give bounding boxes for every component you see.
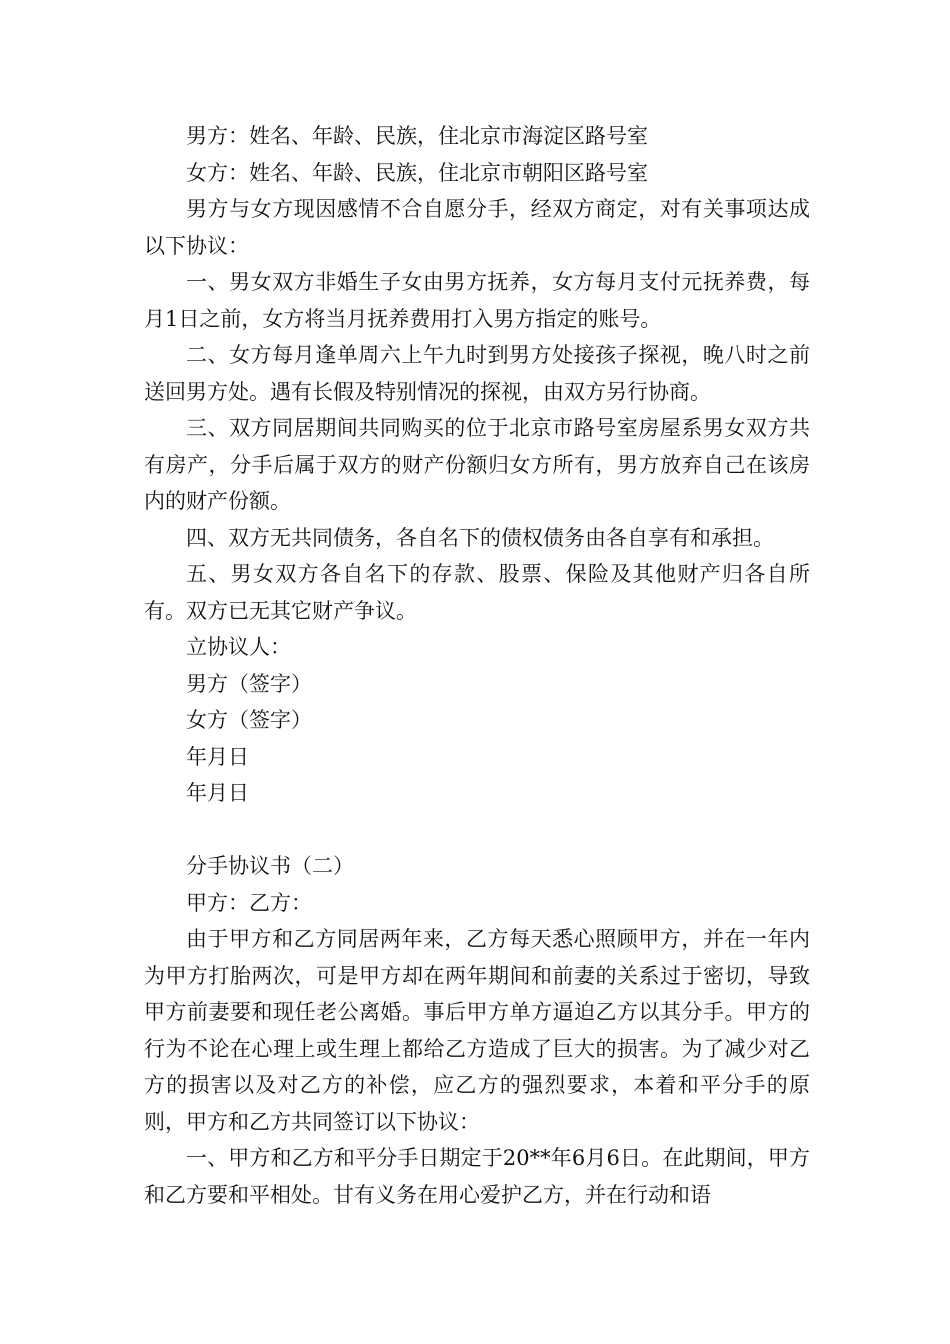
section2-parties: 甲方：乙方： bbox=[186, 890, 312, 915]
paragraph-clause-3: 三、双方同居期间共同购买的位于北京市路号室房屋系男女双方共有房产，分手后属于双方的财产份额归女方所有，男方放弃自己在该房内的财产份额。 bbox=[144, 416, 810, 513]
paragraph-clause-5: 五、男女双方各自名下的存款、股票、保险及其他财产归各自所有。双方已无其它财产争议。 bbox=[144, 562, 810, 623]
section-spacer bbox=[144, 812, 810, 849]
paragraph-clause-2: 二、女方每月逢单周六上午九时到男方处接孩子探视，晚八时之前送回男方处。遇有长假及特别情况的探视，由双方另行协商。 bbox=[144, 343, 810, 404]
paragraph-male-party: 男方：姓名、年龄、民族，住北京市海淀区路号室 bbox=[186, 124, 648, 148]
signatories-label: 立协议人： bbox=[186, 635, 291, 659]
section2-preamble: 由于甲方和乙方同居两年来，乙方每天悉心照顾甲方，并在一年内为甲方打胎两次，可是甲方却在两年期间和前妻的关系过于密切，导致甲方前妻要和现任老公离婚。事后甲方单方逼迫乙方以其分手。甲方的行为不论在心理上或生理上都给乙方造成了巨大的损害。为了减少对乙方的损害以及对乙方的补偿，应乙方的强烈要求，本着和平分手的原则，甲方和乙方共同签订以下协议： bbox=[144, 927, 810, 1134]
document-body bbox=[144, 118, 810, 1213]
male-signature-line: 男方（签字） bbox=[186, 671, 312, 696]
paragraph-clause-1: 一、男女双方非婚生子女由男方抚养，女方每月支付元抚养费，每月1日之前，女方将当月抚养费用打入男方指定的账号。 bbox=[144, 270, 810, 331]
paragraph-clause-4: 四、双方无共同债务，各自名下的债权债务由各自享有和承担。 bbox=[186, 525, 774, 550]
section2-title: 分手协议书（二） bbox=[186, 854, 354, 878]
paragraph-preamble: 男方与女方现因感情不合自愿分手，经双方商定，对有关事项达成以下协议： bbox=[144, 197, 810, 258]
section2-clause-1: 一、甲方和乙方和平分手日期定于20**年6月6日。在此期间，甲方和乙方要和平相处。甘有义务在用心爱护乙方，并在行动和语 bbox=[144, 1146, 810, 1207]
date-line-2: 年月日 bbox=[186, 781, 249, 805]
paragraph-female-party: 女方：姓名、年龄、民族，住北京市朝阳区路号室 bbox=[186, 160, 648, 185]
female-signature-line: 女方（签字） bbox=[186, 708, 312, 732]
date-line-1: 年月日 bbox=[186, 744, 249, 769]
